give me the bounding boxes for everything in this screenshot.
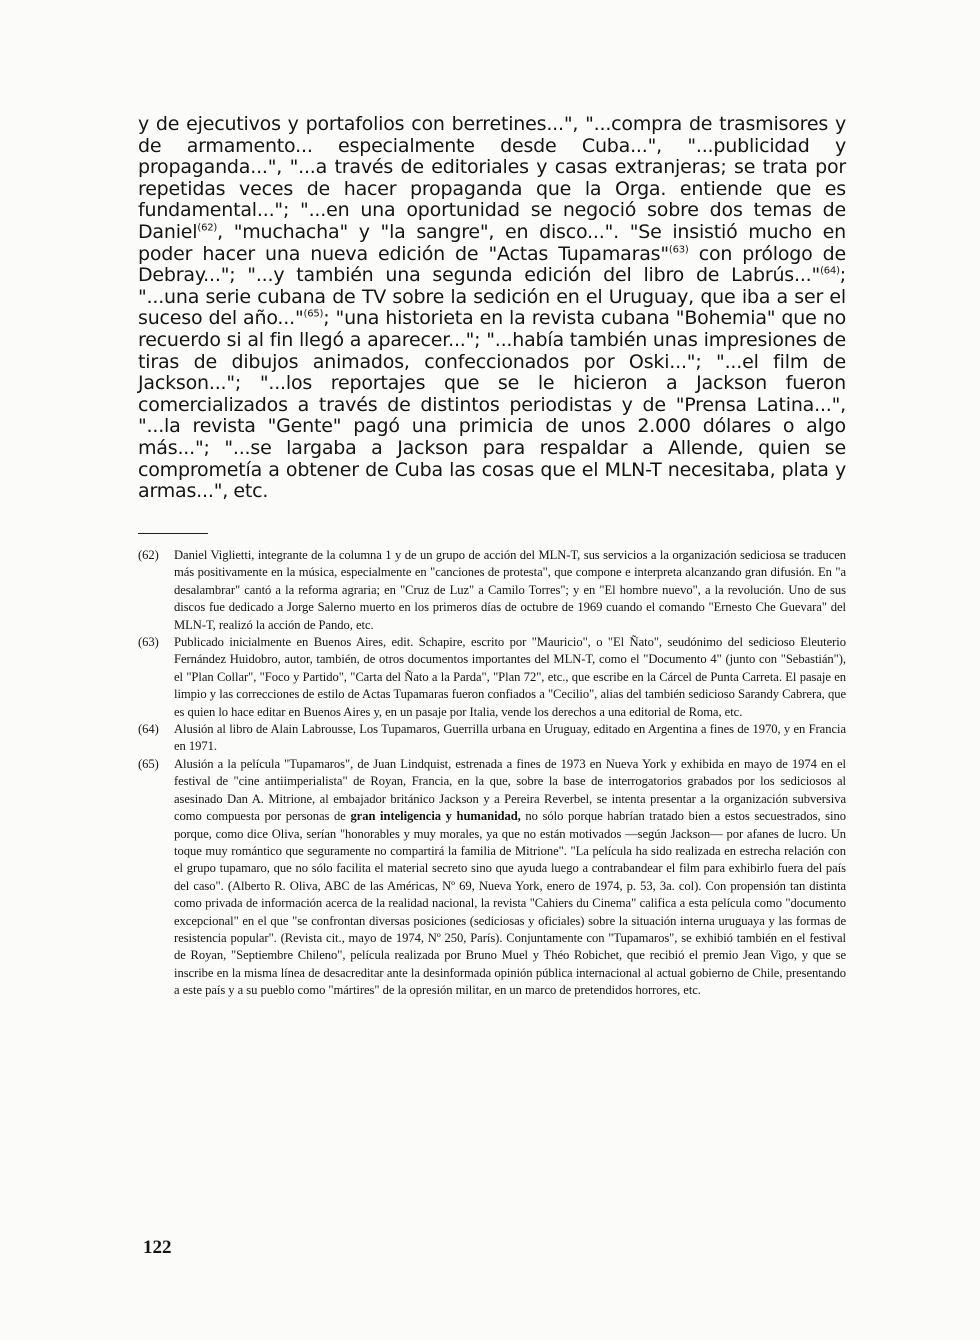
body-text: ; "...una serie cubana de TV sobre la sedición en el Uruguay, que iba a ser el suceso del año..." [138,264,846,330]
footnote-number: (62) [138,548,159,562]
body-text: , "muchacha" y "la sangre", en disco...". "Se insistió mucho en poder hacer una nueva edición de "Actas Tupamaras" [138,220,846,265]
footnotes [138,547,846,1000]
footnote-number: (65) [138,756,159,771]
footnote-text-part: no sólo porque habrían tratado bien a estos secuestrados, sino porque, como dice Oliva, serían "honorables y muy morales, ya que no están motivados —según Jackson— por afanes de lucro. Un toque muy romántico que seguramente no compartirá la familia de Mitrione". "La película ha sido realizada en estrecha relación con el grupo tupamaro, que no sólo facilita el material secreto sino que ayuda luego a contrabandear el film para exhibirlo fuera del país del caso". (Alberto R. Oliva, ABC de las Américas, Nº 69, Nueva York, enero de 1974, p. 53, 3a. col). Con propensión tan distinta como privada de información acerca de la realidad nacional, la revista "Cahiers du Cinema" califica a esta película como "documento excepcional" en el que "se confrontan diversas posiciones (sediciosas y oficiales) sobre la situación interna uruguaya y las formas de resistencia popular". (Revista cit., mayo de 1974, Nº 250, París). Conjuntamente con "Tupamaros", se exhibió también en el festival de Royan, "Septiembre Chileno", película realizada por Bruno Muel y Théo Robichet, que recibió el premio Jean Vigo, y que se inscribe en la misma línea de desacreditar ante la desinformada opinión pública internacional al actual gobierno de Chile, presentando a este país y a su pueblo como "mártires" de la opresión militar, en un marco de pretendidos horrores, etc. [174,809,846,998]
footnote-bold-text: gran inteligencia y humanidad, [350,809,521,824]
body-paragraph [138,114,846,503]
footnote-ref-64: (64) [820,265,840,277]
footnote-ref-65: (65) [303,309,324,321]
footnote-text: Publicado inicialmente en Buenos Aires, edit. Schapire, escrito por "Mauricio", o "El Ñato", seudónimo del sedicioso Eleuterio Fernández Huidobro, autor, también, de otros documentos importantes del MLN-T, como el "Documento 4" (junto con "Sebastián"), el "Plan Collar", "Foco y Partido", "Carta del Ñato a la Parda", "Plan 72", etc., que escribe en la Cárcel de Punta Carreta. El pasaje en limpio y las correcciones de estilo de Actas Tupamaras fueron confiados a "Cecilio", alias del también sedicioso Sarandy Cabrera, que es quien lo hace editar en Buenos Aires y, en un pasaje por Italia, vende los derechos a una editorial de Roma, etc. [174,635,846,719]
page-number: 122 [143,1237,172,1258]
footnote-ref-62: (62) [197,222,218,234]
body-text: ; "una historieta en la revista cubana "Bohemia" que no recuerdo si al fin llegó a aparecer..."; "...había también unas impresiones de tiras de dibujos animados, confeccionados por Oski..."; "...el film de Jackson..."; "...los reportajes que se le hicieron a Jackson fueron comercializados a través de distintos periodistas y de "Prensa Latina...", "...la revista "Gente" pagó una primicia de unos 2.000 dólares o algo más..."; "...se largaba a Jackson para respaldar a Allende, quien se comprometía a obtener de Cuba las cosas que el MLN-T necesitaba, plata y armas...", etc. [138,307,846,503]
footnote-63 [138,634,846,721]
footnote-text: Daniel Viglietti, integrante de la columna 1 y de un grupo de acción del MLN-T, sus servicios a la organización sediciosa se traducen más positivamente en la música, especialmente en "canciones de protesta", que compone e interpreta alcanzando gran difusión. En "a desalambrar" cantó a la reforma agraria; en "Cruz de Luz" a Camilo Torres"; y en "El hombre nuevo", a la revolución. Uno de sus discos fue dedicado a Jorge Salerno muerto en los primeros días de octubre de 1969 cuando el comando "Ernesto Che Guevara" del MLN-T, realizó la acción de Pando, etc. [174,548,846,632]
footnote-64 [138,721,846,756]
footnote-number: (64) [138,722,159,737]
footnote-separator [138,533,208,534]
footnote-number: (63) [138,635,159,650]
footnote-text-part: Alusión a la película "Tupamaros", de Juan Lindquist, estrenada a fines de 1973 en Nueva York y exhibida en mayo de 1974 en el festival de "cine antiimperialista" de Royan, Francia, en la que, sobre la base de interrogatorios grabados por los sediciosos al asesinado Dan A. Mitrione, al embajador británico Jackson y a Pereira Reverbel, se intenta presentar a la organización subversiva como compuesta por personas de [174,756,846,824]
body-text: con prólogo de Debray..."; "...y también una segunda edición del libro de Labrús..." [138,242,846,287]
footnote-text [174,756,846,1000]
footnote-62 [138,547,846,634]
footnote-text: Alusión al libro de Alain Labrousse, Los Tupamaros, Guerrilla urbana en Uruguay, editado en Argentina a fines de 1970, y en Francia en 1971. [174,722,846,754]
body-text: y de ejecutivos y portafolios con berretines...", "...compra de trasmisores y de armamento... especialmente desde Cuba...", "...publicidad y propaganda...", "...a través de editoriales y casas extranjeras; se trata por repetidas veces de hacer propaganda que la Orga. entiende que es fundamental..."; "...en una oportunidad se negoció sobre dos temas de Daniel [138,113,846,243]
footnote-ref-63: (63) [668,244,689,256]
footnote-65 [138,756,846,1000]
